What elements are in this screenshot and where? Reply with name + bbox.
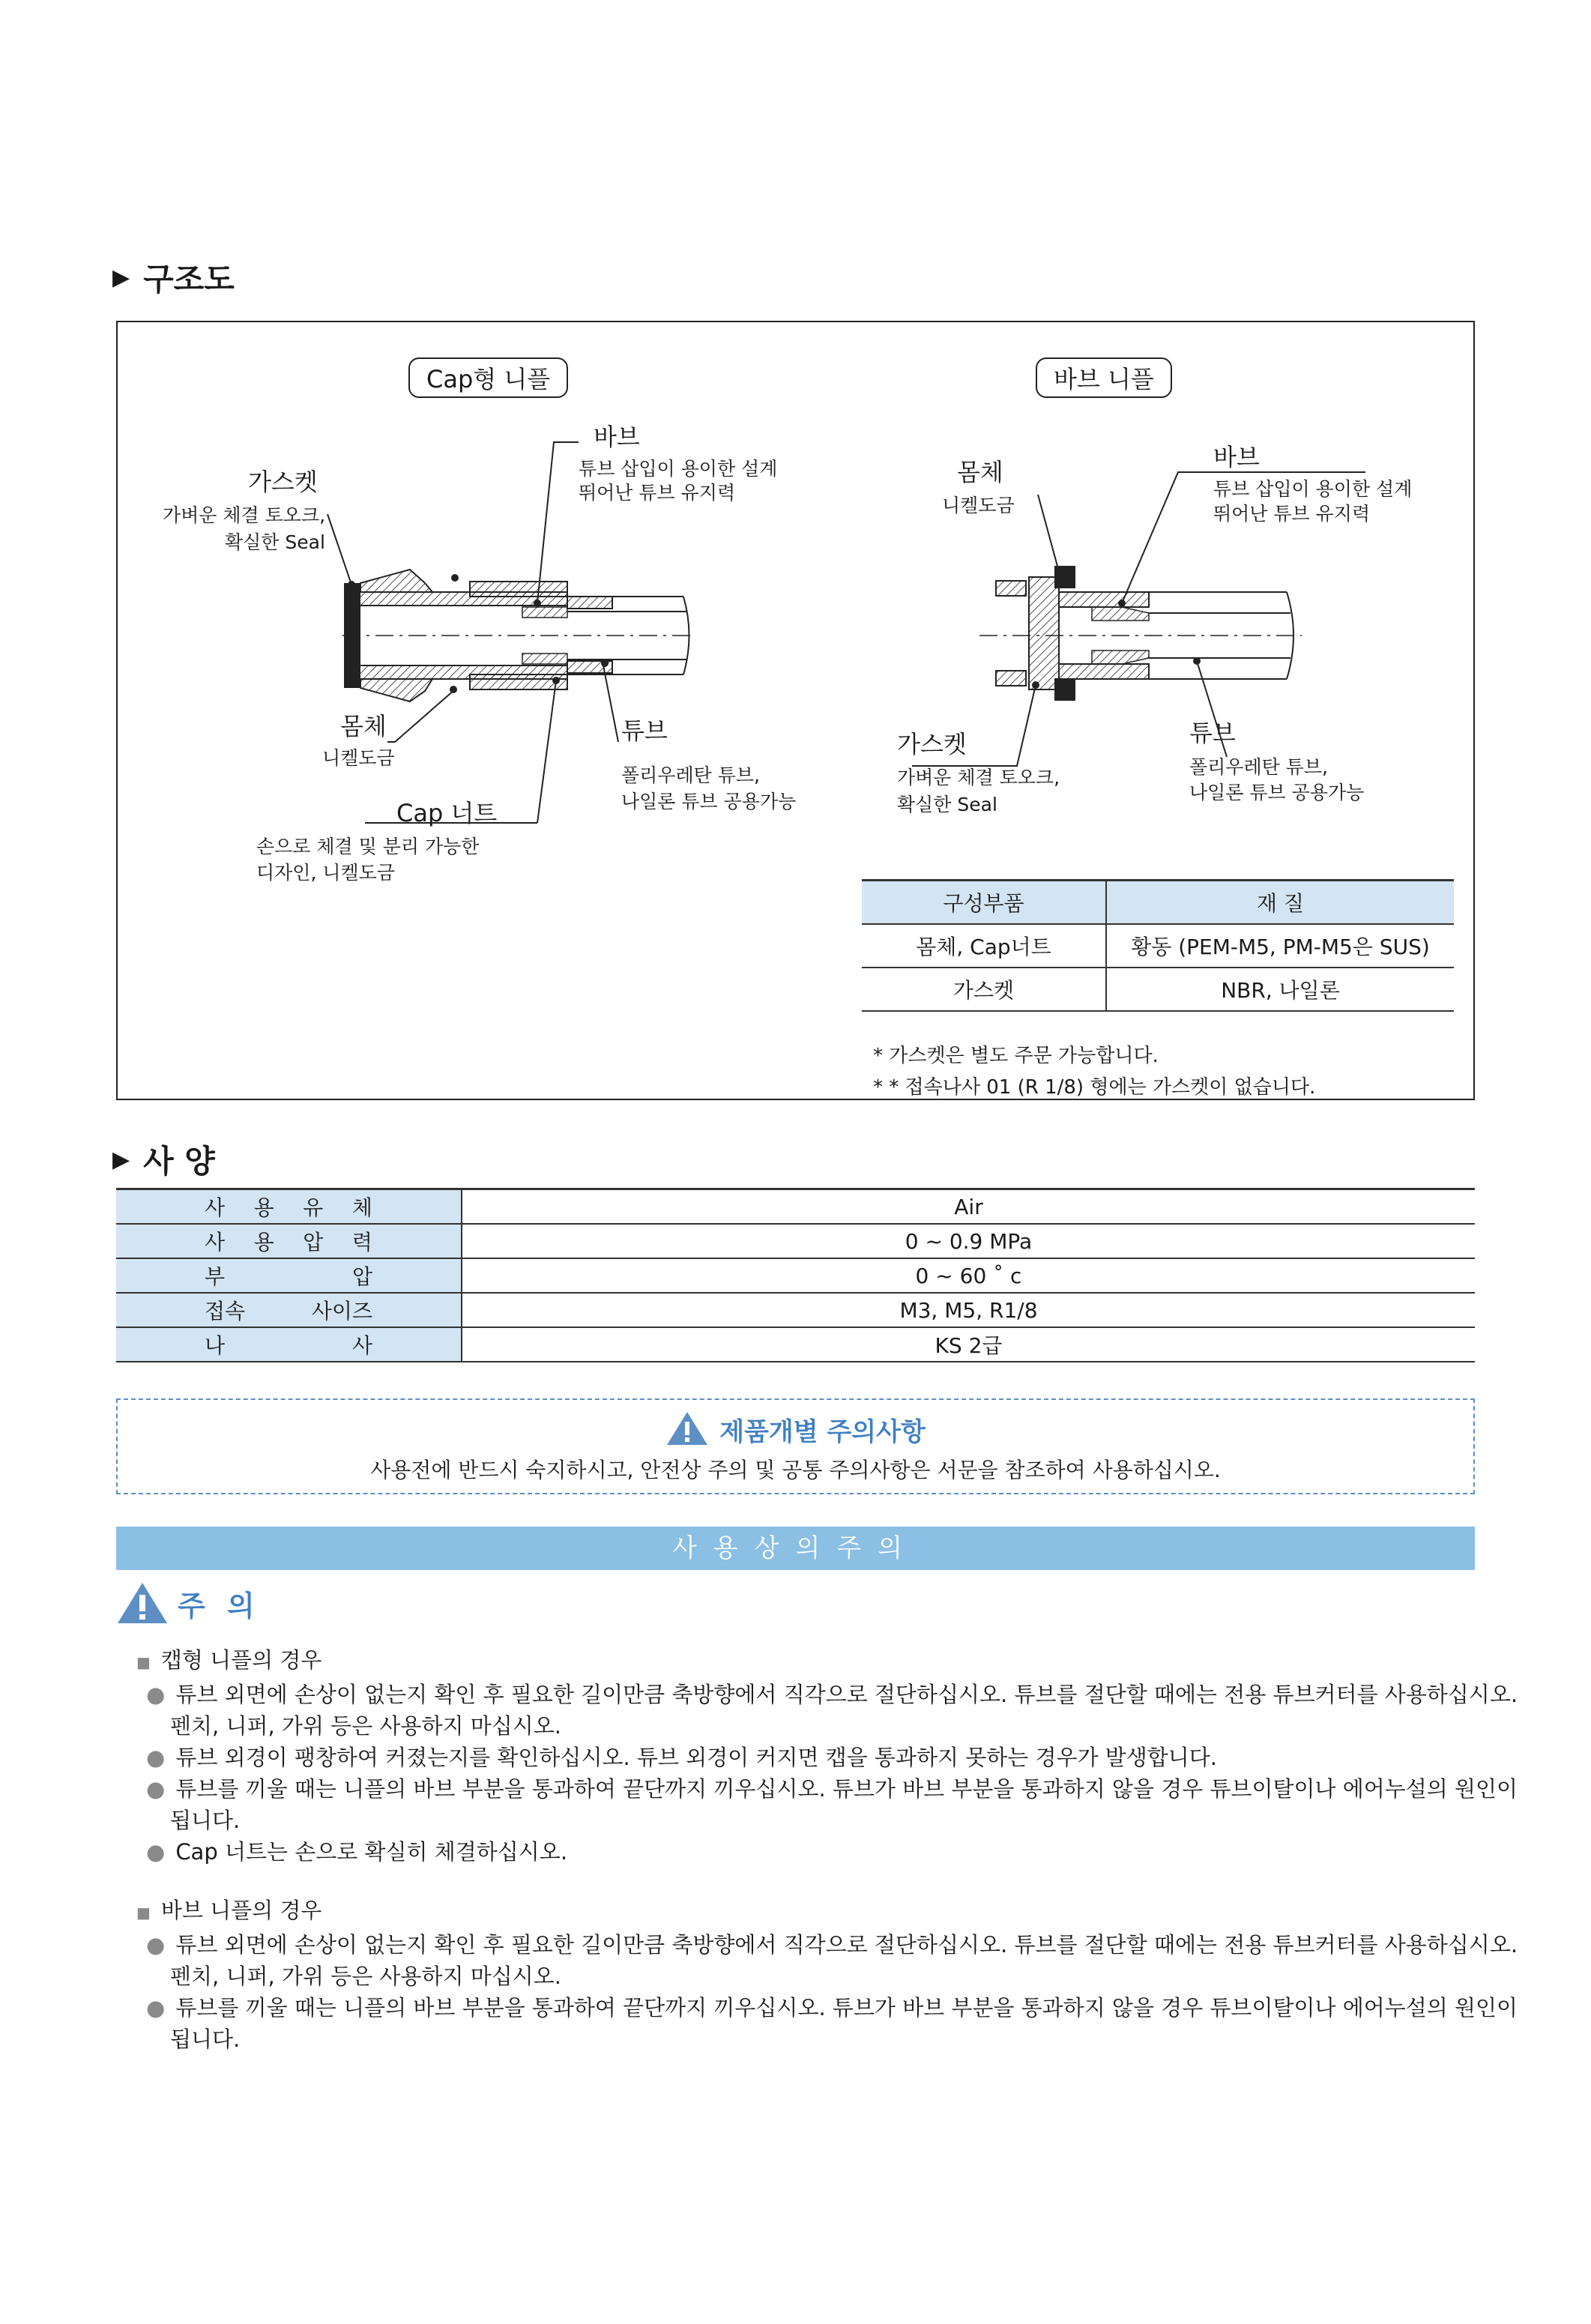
spec-key: 부 압 xyxy=(116,1258,462,1293)
table-row xyxy=(862,968,1454,1011)
spec-table xyxy=(116,1188,1475,1362)
spec-key: 접속 사이즈 xyxy=(116,1293,462,1327)
group-heading-barb: ■ 바브 니플의 경우 xyxy=(136,1898,322,1923)
table-row xyxy=(862,924,1454,968)
table-row xyxy=(116,1327,1475,1362)
barb-valve-desc-1: 튜브 삽입이 용이한 설계 xyxy=(1213,478,1413,500)
list-item-continuation: 펜치, 니퍼, 가위 등은 사용하지 마십시오. xyxy=(170,1964,561,1989)
spec-value: KS 2급 xyxy=(462,1327,1475,1362)
cap-nut-label: Cap 너트 xyxy=(396,799,498,827)
triangle-bullet-icon: ▶ xyxy=(112,1146,130,1173)
list-item-continuation: 됩니다. xyxy=(170,1808,241,1833)
cap-nut-desc-1: 손으로 체결 및 분리 가능한 xyxy=(256,836,480,857)
spec-value: 0 ~ 60 ˚ c xyxy=(462,1258,1475,1293)
cap-valve-label: 바브 xyxy=(594,423,640,451)
spec-value: M3, M5, R1/8 xyxy=(462,1293,1475,1327)
table-header-cell: 재 질 xyxy=(1106,881,1454,925)
barb-valve-label: 바브 xyxy=(1213,443,1260,471)
product-caution-title: 제품개별 주의사항 xyxy=(719,1417,926,1447)
barb-body-label: 몸체 xyxy=(957,458,1003,486)
cap-nipple-drawing xyxy=(327,442,695,823)
barb-tube-desc-1: 폴리우레탄 튜브, xyxy=(1189,756,1328,778)
cap-tube-desc-2: 나일론 튜브 공용가능 xyxy=(621,791,797,812)
list-item: ● 튜브 외면에 손상이 없는지 확인 후 필요한 길이만큼 축방향에서 직각으로 절단하십시오. 튜브를 절단할 때에는 전용 튜브커터를 사용하십시오. xyxy=(146,1682,1518,1707)
product-caution-title-row xyxy=(118,1410,1473,1448)
table-header-cell: 구성부품 xyxy=(862,881,1106,925)
list-item: ● 튜브 외면에 손상이 없는지 확인 후 필요한 길이만큼 축방향에서 직각으로 절단하십시오. 튜브를 절단할 때에는 전용 튜브커터를 사용하십시오. xyxy=(146,1932,1518,1958)
cap-nipple-title: Cap형 니플 xyxy=(408,357,568,398)
group-heading-cap: ■ 캡형 니플의 경우 xyxy=(136,1647,322,1673)
barb-gasket-label: 가스켓 xyxy=(897,730,967,758)
square-bullet-icon: ■ xyxy=(136,1653,151,1671)
warning-icon xyxy=(665,1410,709,1446)
table-header-row xyxy=(862,881,1454,925)
spec-value: 0 ~ 0.9 MPa xyxy=(462,1224,1475,1258)
table-row xyxy=(116,1293,1475,1327)
square-bullet-icon: ■ xyxy=(136,1904,151,1922)
cap-gasket-desc-2: 확실한 Seal xyxy=(225,531,325,553)
table-cell: 몸체, Cap너트 xyxy=(862,924,1106,968)
spec-value: Air xyxy=(462,1189,1475,1225)
cap-valve-desc-2: 뛰어난 튜브 유지력 xyxy=(579,482,736,504)
list-item-continuation: 됩니다. xyxy=(170,2026,241,2052)
cap-valve-desc-1: 튜브 삽입이 용이한 설계 xyxy=(579,458,778,480)
cap-tube-desc-1: 폴리우레탄 튜브, xyxy=(621,764,760,786)
note-2: * * 접속나사 01 (R 1/8) 형에는 가스켓이 없습니다. xyxy=(873,1076,1316,1099)
warning-icon xyxy=(116,1581,169,1625)
cap-body-desc: 니켈도금 xyxy=(322,747,395,769)
caution-heading xyxy=(116,1581,261,1625)
dot-bullet-icon: ● xyxy=(146,1776,166,1802)
dot-bullet-icon: ● xyxy=(146,1682,166,1707)
table-row xyxy=(116,1258,1475,1293)
list-item: ● 튜브를 끼울 때는 니플의 바브 부분을 통과하여 끝단까지 끼우십시오. 튜브가 바브 부분을 통과하지 않을 경우 튜브이탈이나 에어누설의 원인이 xyxy=(146,1995,1518,2020)
structure-section-title: ▶ 구조도 xyxy=(112,261,235,298)
dot-bullet-icon: ● xyxy=(146,1932,166,1958)
product-caution-text: 사용전에 반드시 숙지하시고, 안전상 주의 및 공통 주의사항은 서문을 참조하여 사용하십시오. xyxy=(370,1458,1221,1482)
barb-tube-desc-2: 나일론 튜브 공용가능 xyxy=(1189,782,1365,803)
spec-section-title: ▶ 사 양 xyxy=(112,1143,215,1180)
spec-key: 사 용 유 체 xyxy=(116,1189,462,1225)
cap-body-label: 몸체 xyxy=(340,712,387,740)
cap-gasket-desc-1: 가벼운 체결 토오크, xyxy=(163,504,326,526)
materials-table xyxy=(862,879,1454,1012)
spec-key: 사 용 압 력 xyxy=(116,1224,462,1258)
caution-title: 주 의 xyxy=(178,1589,261,1623)
barb-valve-desc-2: 뛰어난 튜브 유지력 xyxy=(1213,503,1371,525)
note-1: * 가스켓은 별도 주문 가능합니다. xyxy=(873,1045,1159,1067)
barb-nipple-title: 바브 니플 xyxy=(1036,357,1172,398)
barb-gasket-desc-2: 확실한 Seal xyxy=(897,794,997,815)
dot-bullet-icon: ● xyxy=(146,1745,166,1770)
cap-nut-desc-2: 디자인, 니켈도금 xyxy=(256,862,395,884)
spec-key: 나 사 xyxy=(116,1327,462,1362)
table-cell: 가스켓 xyxy=(862,968,1106,1011)
cap-tube-label: 튜브 xyxy=(621,716,668,745)
list-item: ● 튜브 외경이 팽창하여 커졌는지를 확인하십시오. 튜브 외경이 커지면 캡을 통과하지 못하는 경우가 발생합니다. xyxy=(146,1745,1217,1770)
dot-bullet-icon: ● xyxy=(146,1995,166,2020)
barb-gasket-desc-1: 가벼운 체결 토오크, xyxy=(897,767,1060,788)
usage-caution-bar: 사용상의주의 xyxy=(116,1527,1475,1570)
triangle-bullet-icon: ▶ xyxy=(112,264,130,291)
list-item: ● 튜브를 끼울 때는 니플의 바브 부분을 통과하여 끝단까지 끼우십시오. 튜브가 바브 부분을 통과하지 않을 경우 튜브이탈이나 에어누설의 원인이 xyxy=(146,1776,1518,1802)
list-item: ● Cap 너트는 손으로 확실히 체결하십시오. xyxy=(146,1839,568,1865)
table-cell: 황동 (PEM-M5, PM-M5은 SUS) xyxy=(1106,924,1454,968)
table-row xyxy=(116,1189,1475,1225)
table-cell: NBR, 나일론 xyxy=(1106,968,1454,1011)
barb-body-desc: 니켈도금 xyxy=(942,495,1015,516)
dot-bullet-icon: ● xyxy=(146,1839,166,1865)
table-row xyxy=(116,1224,1475,1258)
product-caution-box xyxy=(116,1398,1475,1494)
list-item-continuation: 펜치, 니퍼, 가위 등은 사용하지 마십시오. xyxy=(170,1713,561,1739)
cap-gasket-label: 가스켓 xyxy=(248,468,318,496)
barb-tube-label: 튜브 xyxy=(1189,719,1236,747)
